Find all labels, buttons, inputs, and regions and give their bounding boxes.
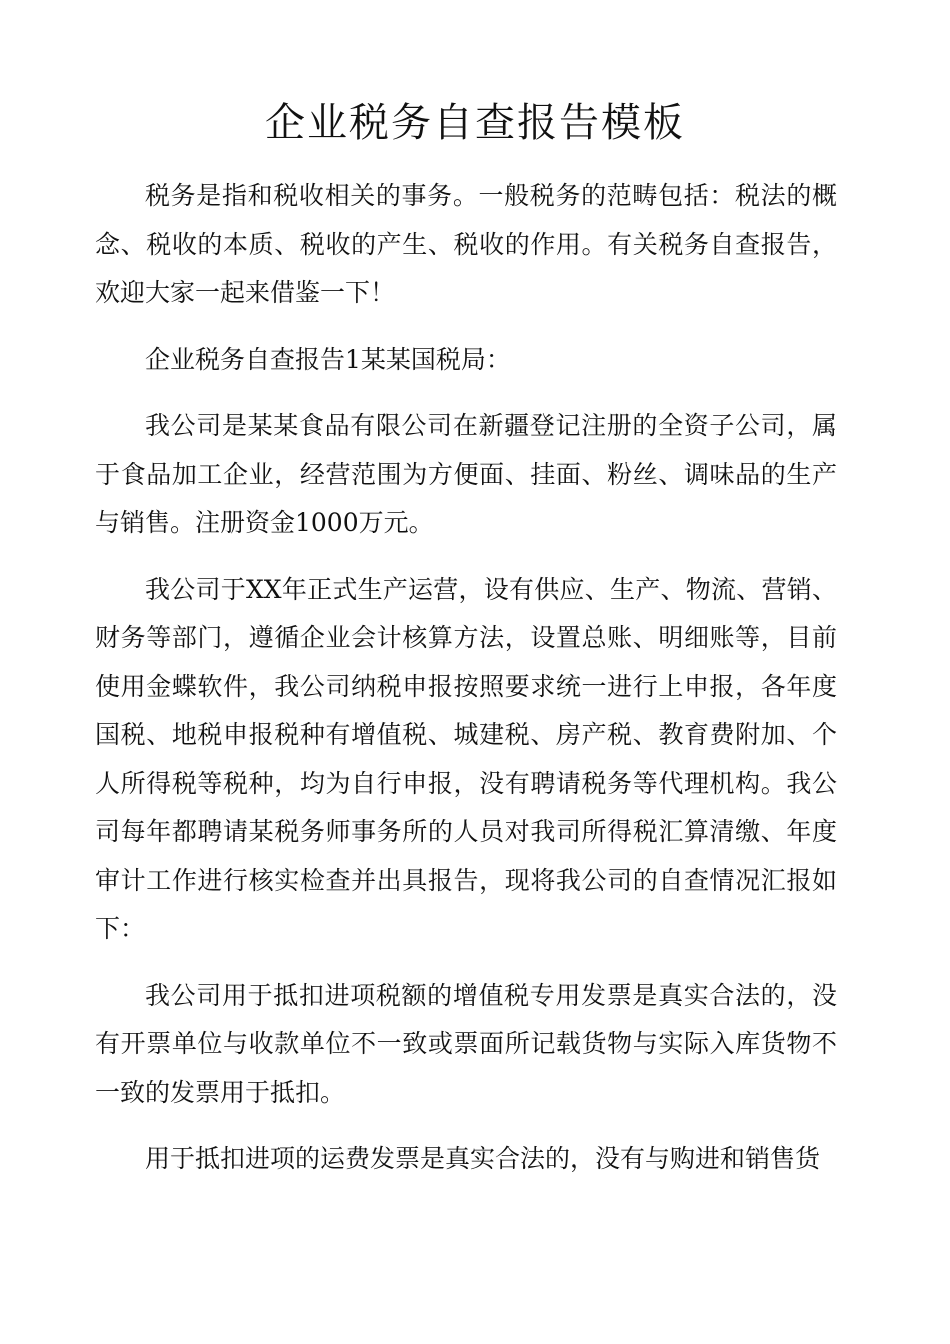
paragraph-company-profile: 我公司是某某食品有限公司在新疆登记注册的全资子公司，属于食品加工企业，经营范围为方便面、挂面、粉丝、调味品的生产与销售。注册资金1000万元。	[95, 411, 837, 537]
document-title: 企业税务自查报告模板	[265, 100, 685, 146]
document-body	[95, 172, 837, 1202]
paragraph-report-heading: 企业税务自查报告1某某国税局：	[145, 344, 511, 374]
paragraph-intro: 税务是指和税收相关的事务。一般税务的范畴包括：税法的概念、税收的本质、税收的产生、税收的作用。有关税务自查报告，欢迎大家一起来借鉴一下！	[95, 181, 837, 307]
paragraph-operations: 我公司于XX年正式生产运营，设有供应、生产、物流、营销、财务等部门，遵循企业会计核算方法，设置总账、明细账等，目前使用金蝶软件，我公司纳税申报按照要求统一进行上申报，各年度国税、地税申报税种有增值税、城建税、房产税、教育费附加、个人所得税等税种，均为自行申报，没有聘请税务等代理机构。我公司每年都聘请某税务师事务所的人员对我司所得税汇算清缴、年度审计工作进行核实检查并出具报告，现将我公司的自查情况汇报如下：	[95, 574, 837, 943]
paragraph-vat-invoices: 我公司用于抵扣进项税额的增值税专用发票是真实合法的，没有开票单位与收款单位不一致或票面所记载货物与实际入库货物不一致的发票用于抵扣。	[95, 980, 837, 1107]
paragraph-freight-invoices: 用于抵扣进项的运费发票是真实合法的，没有与购进和销售货	[145, 1144, 821, 1173]
